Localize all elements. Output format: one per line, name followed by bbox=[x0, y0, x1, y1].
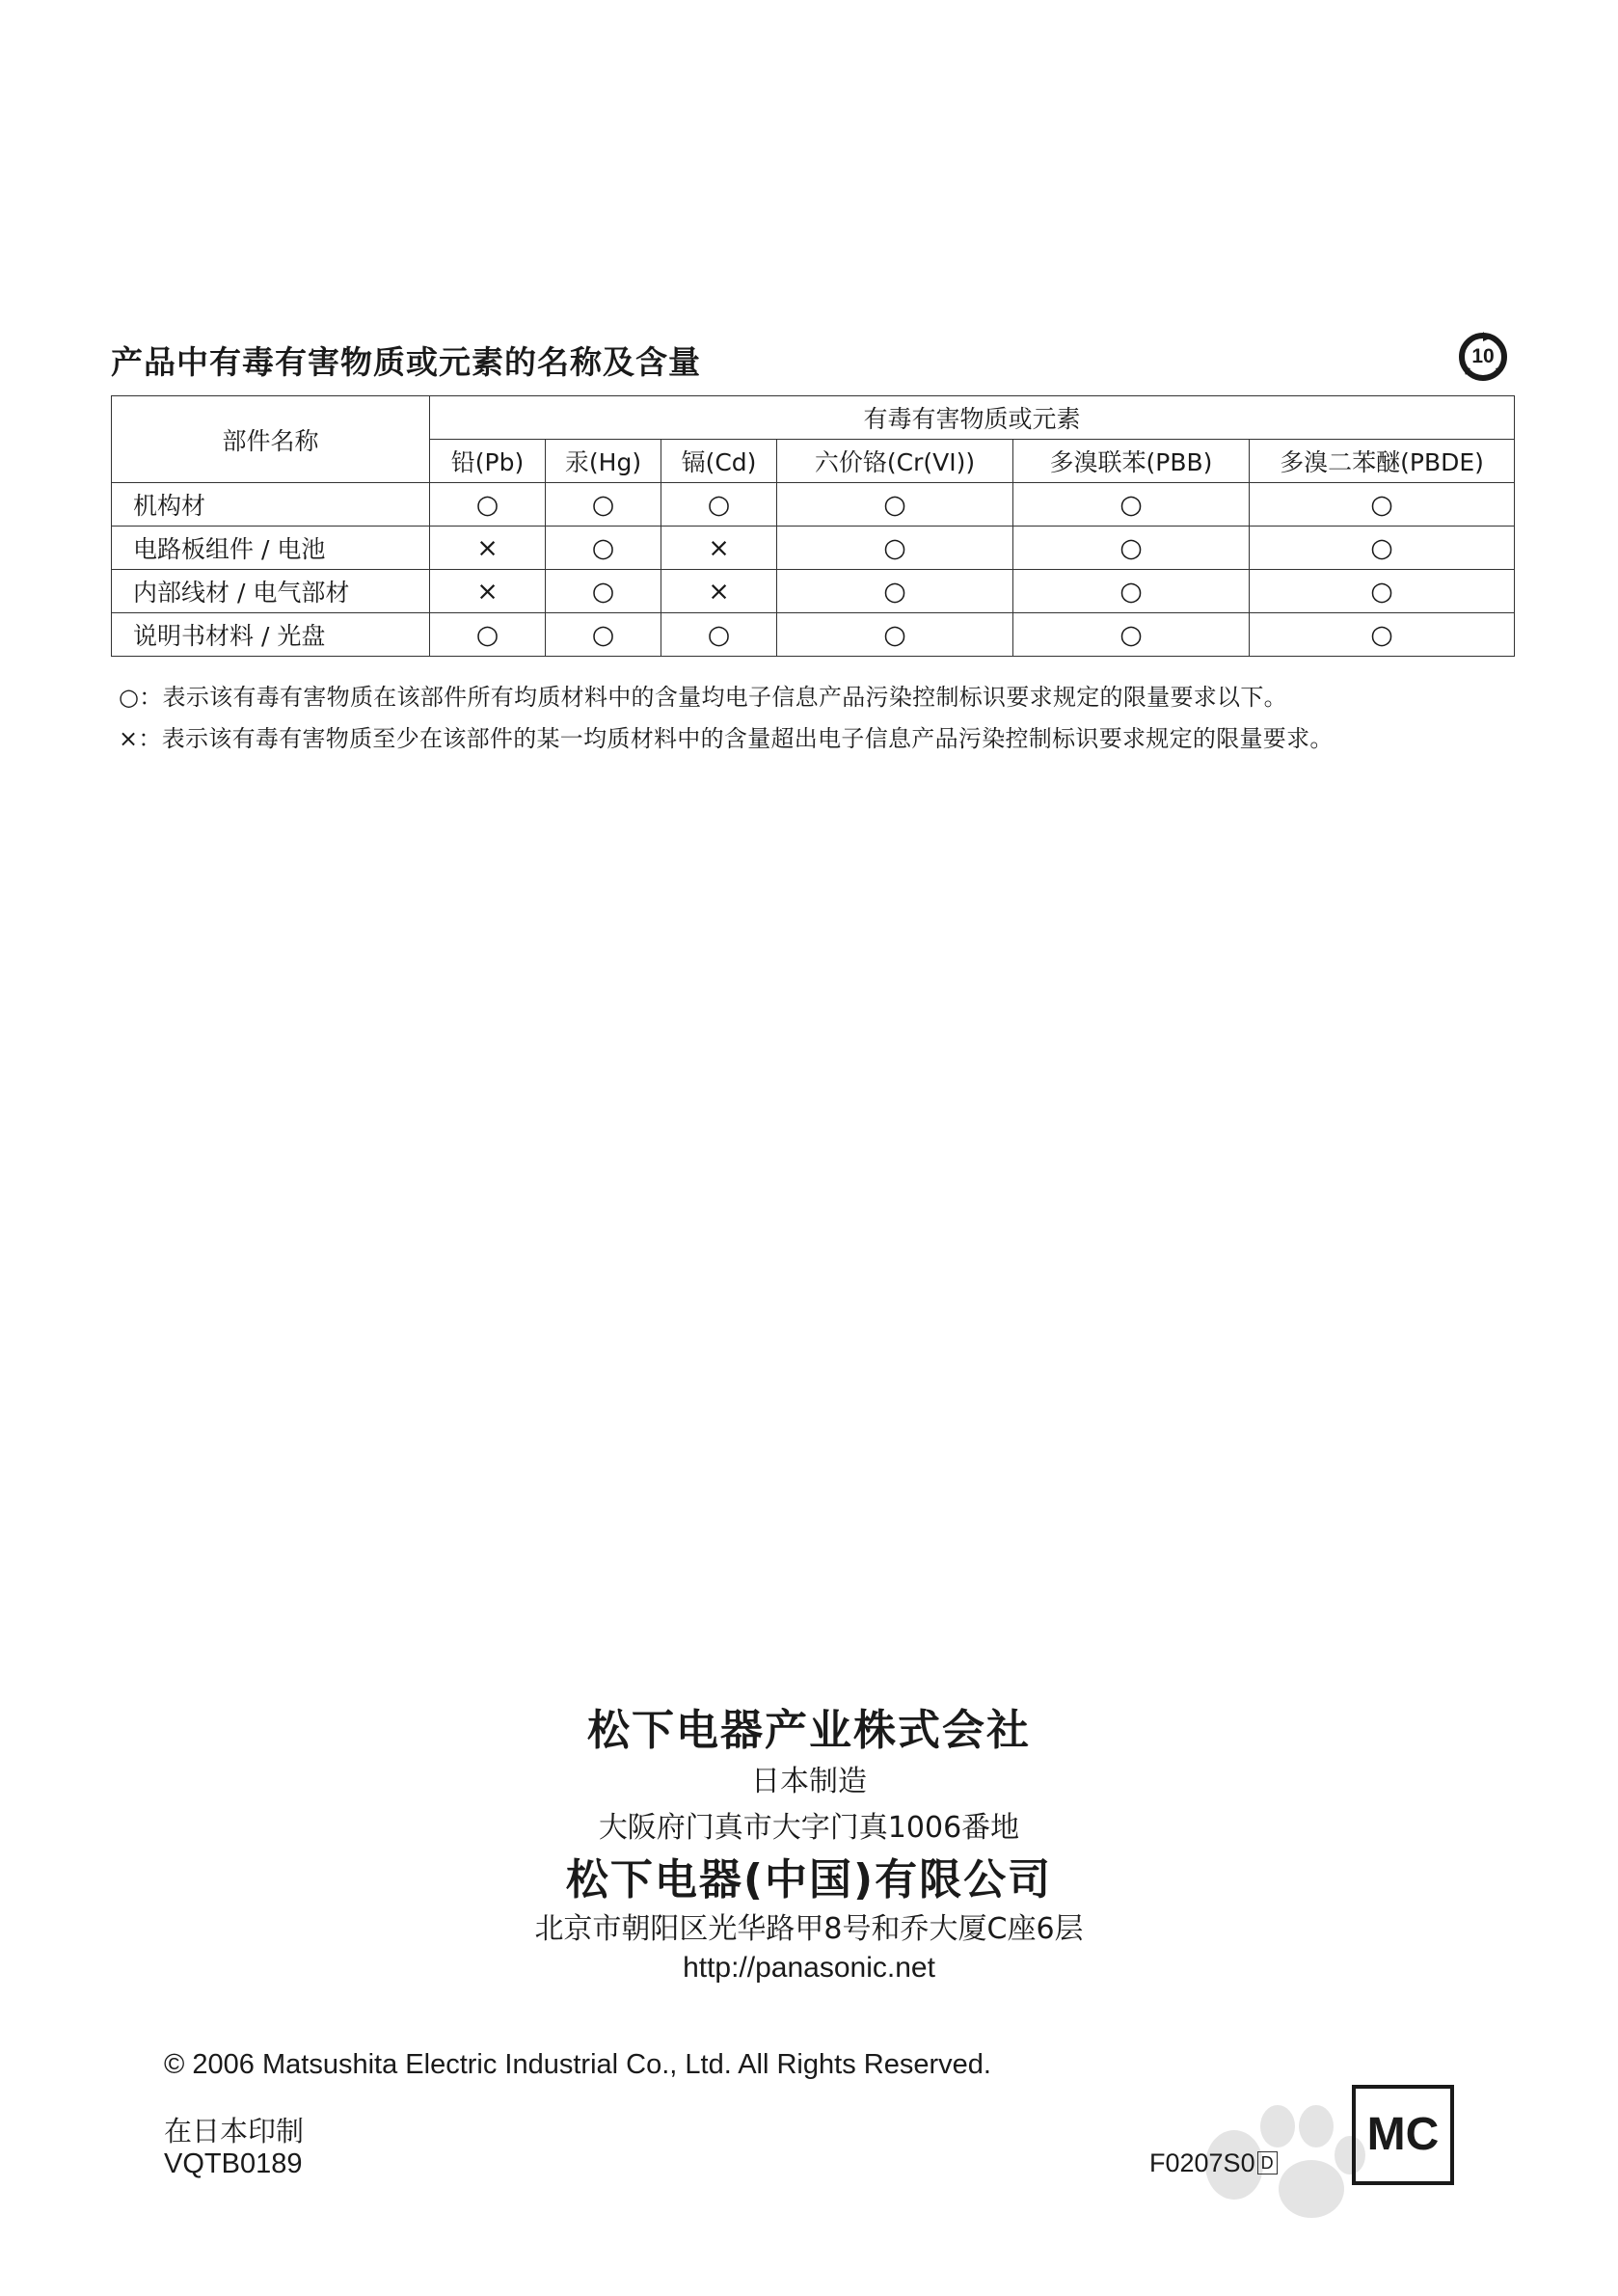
substance-group-header: 有毒有害物质或元素 bbox=[430, 396, 1515, 440]
substance-mark: × bbox=[661, 570, 777, 613]
environmental-protection-period-icon bbox=[1456, 330, 1510, 384]
substance-mark: ○ bbox=[430, 483, 546, 527]
made-in-label: 日本制造 bbox=[751, 1765, 867, 1798]
substance-mark: ○ bbox=[661, 483, 777, 527]
substance-mark: ○ bbox=[1250, 527, 1515, 570]
substance-mark: ○ bbox=[777, 570, 1013, 613]
substance-mark: ○ bbox=[1013, 570, 1250, 613]
document-title: 产品中有毒有害物质或元素的名称及含量 bbox=[111, 343, 701, 381]
substance-mark: × bbox=[430, 570, 546, 613]
substance-mark: ○ bbox=[546, 483, 661, 527]
document-code: VQTB0189 bbox=[164, 2148, 303, 2179]
table-row bbox=[112, 613, 1515, 657]
circle-mark-note: ○：表示该有毒有害物质在该部件所有均质材料中的含量均电子信息产品污染控制标识要求规定的限量要求以下。 bbox=[119, 684, 1287, 711]
substance-mark: ○ bbox=[546, 613, 661, 657]
substance-header: 镉(Cd) bbox=[661, 440, 777, 483]
address-china: 北京市朝阳区光华路甲8号和乔大厦C座6层 bbox=[534, 1912, 1084, 1946]
print-code-text: F0207S0 bbox=[1149, 2148, 1255, 2177]
substance-mark: ○ bbox=[661, 613, 777, 657]
printed-in-label: 在日本印制 bbox=[164, 2115, 305, 2147]
cross-mark-note: ×：表示该有毒有害物质至少在该部件的某一均质材料中的含量超出电子信息产品污染控制标识要求规定的限量要求。 bbox=[119, 725, 1334, 752]
table-row bbox=[112, 570, 1515, 613]
period-years-label: 10 bbox=[1471, 345, 1495, 367]
substance-header: 六价铬(Cr(VI)) bbox=[777, 440, 1013, 483]
copyright-notice: © 2006 Matsushita Electric Industrial Co., Ltd. All Rights Reserved. bbox=[164, 2049, 991, 2080]
table-row bbox=[112, 527, 1515, 570]
substance-mark: ○ bbox=[546, 527, 661, 570]
substance-mark: ○ bbox=[777, 483, 1013, 527]
part-name: 机构材 bbox=[112, 483, 430, 527]
substance-header: 铅(Pb) bbox=[430, 440, 546, 483]
company-name-japan: 松下电器产业株式会社 bbox=[587, 1706, 1031, 1755]
part-name: 电路板组件 / 电池 bbox=[112, 527, 430, 570]
substance-mark: ○ bbox=[1013, 613, 1250, 657]
part-name: 内部线材 / 电气部材 bbox=[112, 570, 430, 613]
print-code bbox=[1149, 2148, 1278, 2178]
substance-mark: ○ bbox=[1013, 483, 1250, 527]
substance-mark: ○ bbox=[1250, 613, 1515, 657]
part-name-header: 部件名称 bbox=[112, 396, 430, 483]
region-code-box: D bbox=[1257, 2151, 1278, 2174]
mc-mark-logo: MC bbox=[1352, 2085, 1454, 2185]
substance-mark: ○ bbox=[777, 527, 1013, 570]
substance-mark: × bbox=[430, 527, 546, 570]
table-row bbox=[112, 483, 1515, 527]
company-name-china: 松下电器(中国)有限公司 bbox=[565, 1855, 1053, 1904]
address-japan: 大阪府门真市大字门真1006番地 bbox=[598, 1811, 1020, 1845]
hazardous-substance-table bbox=[111, 395, 1515, 657]
substance-mark: ○ bbox=[777, 613, 1013, 657]
website-link[interactable]: http://panasonic.net bbox=[683, 1952, 935, 1984]
substance-mark: ○ bbox=[546, 570, 661, 613]
substance-mark: ○ bbox=[1250, 570, 1515, 613]
substance-header: 汞(Hg) bbox=[546, 440, 661, 483]
substance-mark: ○ bbox=[1250, 483, 1515, 527]
part-name: 说明书材料 / 光盘 bbox=[112, 613, 430, 657]
substance-header: 多溴二苯醚(PBDE) bbox=[1250, 440, 1515, 483]
substance-header: 多溴联苯(PBB) bbox=[1013, 440, 1250, 483]
substance-mark: ○ bbox=[1013, 527, 1250, 570]
substance-mark: ○ bbox=[430, 613, 546, 657]
substance-mark: × bbox=[661, 527, 777, 570]
